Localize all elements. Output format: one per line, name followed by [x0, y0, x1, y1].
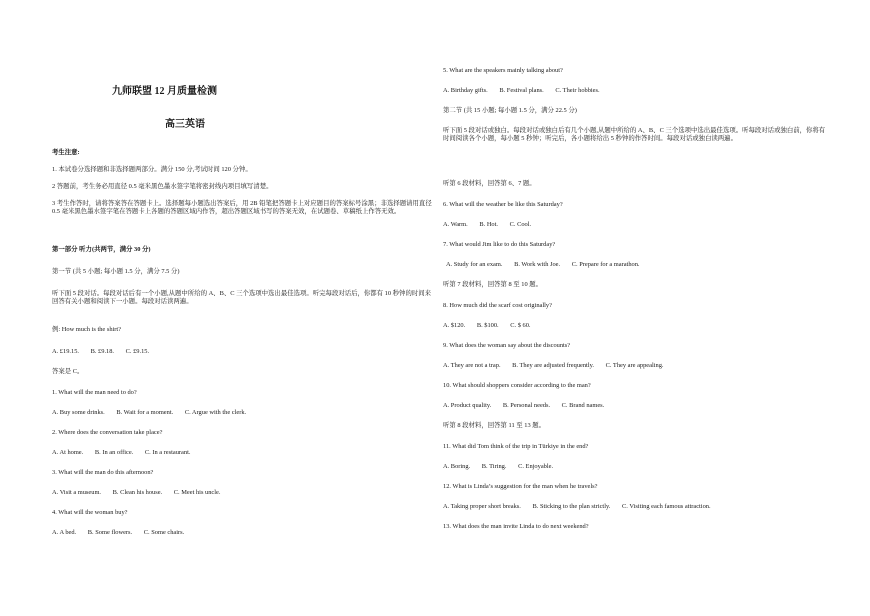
- question-12-options: [443, 503, 828, 511]
- example-options: [52, 348, 432, 356]
- question-8: 8. How much did the scarf cost originally?: [443, 302, 552, 309]
- q10-option-a: A. Product quality.: [443, 402, 492, 409]
- q8-option-a: A. $120.: [443, 322, 466, 329]
- q11-option-a: A. Boring.: [443, 463, 471, 470]
- section2-instructions: 听下面 5 段对话或独白。每段对话或独白后有几个小题,从题中所给的 A、B、C 三个选项中选出最佳选项。听每段对话或独白前，你将有时间阅读各个小题，每小题 5 秒钟；听完后，各小题将给出 5 秒钟的作答时间。每段对话或独白读两遍。: [443, 127, 826, 143]
- q11-option-b: B. Tiring.: [481, 463, 507, 470]
- exam-subtitle: 高三英语: [165, 119, 205, 130]
- question-3-options: [52, 489, 432, 497]
- question-3: 3. What will the man do this afternoon?: [52, 469, 154, 476]
- example-answer: 答案是 C。: [52, 368, 84, 375]
- group-6-heading: 听第 6 段材料，回答第 6、7 题。: [443, 180, 536, 187]
- question-6-options: [443, 221, 828, 229]
- question-1: 1. What will the man need to do?: [52, 389, 137, 396]
- note-item-1: 1. 本试卷分选择题和非选择题两部分。满分 150 分,考试时间 120 分钟。: [52, 166, 252, 173]
- q4-option-c: C. Some chairs.: [143, 529, 185, 536]
- section2-heading: 第二节 (共 15 小题; 每小题 1.5 分，满分 22.5 分): [443, 107, 577, 114]
- q4-option-b: B. Some flowers.: [87, 529, 133, 536]
- q4-option-a: A. A bed.: [52, 529, 77, 536]
- example-option-a: A. £19.15.: [52, 348, 79, 355]
- question-9-options: [443, 362, 828, 370]
- q5-option-a: A. Birthday gifts.: [443, 87, 488, 94]
- q5-option-c: C. Their hobbies.: [555, 87, 600, 94]
- example-question: 例: How much is the shirt?: [52, 326, 122, 333]
- q3-option-b: B. Clean his house.: [112, 489, 163, 496]
- q1-option-a: A. Buy some drinks.: [52, 409, 105, 416]
- question-7: 7. What would Jim like to do this Saturday?: [443, 241, 556, 248]
- q6-option-a: A. Warm.: [443, 221, 468, 228]
- question-12: 12. What is Linda’s suggestion for the man when he travels?: [443, 483, 598, 490]
- q9-option-b: B. They are adjusted frequently.: [512, 362, 594, 369]
- q2-option-a: A. At home.: [52, 449, 84, 456]
- q3-option-c: C. Meet his uncle.: [173, 489, 221, 496]
- q3-option-a: A. Visit a museum.: [52, 489, 102, 496]
- question-2-options: [52, 449, 432, 457]
- q8-option-b: B. $100.: [476, 322, 499, 329]
- q10-option-c: C. Brand names.: [561, 402, 605, 409]
- question-11: 11. What did Tom think of the trip in Türkiye in the end?: [443, 443, 589, 450]
- q6-option-c: C. Cool.: [509, 221, 532, 228]
- q7-option-a: A. Study for an exam.: [446, 261, 503, 268]
- q7-option-b: B. Work with Joe.: [514, 261, 561, 268]
- section1-heading: 第一节 (共 5 小题; 每小题 1.5 分，满分 7.5 分): [52, 268, 180, 275]
- question-2: 2. Where does the conversation take place?: [52, 429, 163, 436]
- question-13: 13. What does the man invite Linda to do next weekend?: [443, 523, 589, 530]
- exam-title: 九师联盟 12 月质量检测: [112, 86, 217, 97]
- part1-heading: 第一部分 听力(共两节，满分 30 分): [52, 246, 151, 253]
- question-11-options: [443, 463, 828, 471]
- question-1-options: [52, 409, 432, 417]
- q2-option-b: B. In an office.: [94, 449, 134, 456]
- question-7-options: [446, 261, 831, 269]
- note-item-2: 2 答题前，考生务必用直径 0.5 毫米黑色墨水签字笔将密封线内项目填写清楚。: [52, 183, 273, 190]
- q5-option-b: B. Festival plans.: [499, 87, 544, 94]
- q1-option-b: B. Wait for a moment.: [116, 409, 174, 416]
- note-item-3: 3 考生作答时，请将答案答在答题卡上。选择题每小题选出答案后，用 2B 铅笔把答题卡上对应题目的答案标号涂黑；非选择题请用直径 0.5 毫米黑色墨水签字笔在答题卡上各题的答题区域内作答，超出答题区域书写的答案无效，在试题卷、草稿纸上作答无效。: [52, 200, 432, 216]
- q6-option-b: B. Hot.: [479, 221, 499, 228]
- section1-instructions: 听下面 5 段对话。每段对话后有一个小题,从题中所给的 A、B、C 三个选项中选出最佳选项。听完每段对话后，你都有 10 秒钟的时间来回答有关小题和阅读下一小题。每段对话读两遍。: [52, 290, 432, 306]
- group-8-heading: 听第 8 段材料，回答第 11 至 13 题。: [443, 422, 546, 429]
- q12-option-c: C. Visiting each famous attraction.: [621, 503, 711, 510]
- question-4: 4. What will the woman buy?: [52, 509, 128, 516]
- q9-option-c: C. They are appealing.: [605, 362, 664, 369]
- q11-option-c: C. Enjoyable.: [518, 463, 554, 470]
- question-8-options: [443, 322, 828, 330]
- q12-option-a: A. Taking proper short breaks.: [443, 503, 521, 510]
- q1-option-c: C. Argue with the clerk.: [184, 409, 247, 416]
- group-7-heading: 听第 7 段材料，回答第 8 至 10 题。: [443, 281, 543, 288]
- notes-heading: 考生注意:: [52, 149, 80, 156]
- question-10: 10. What should shoppers consider according to the man?: [443, 382, 591, 389]
- example-option-b: B. £9.18.: [90, 348, 115, 355]
- q12-option-b: B. Sticking to the plan strictly.: [532, 503, 611, 510]
- question-5: 5. What are the speakers mainly talking about?: [443, 67, 563, 74]
- q8-option-c: C. $ 60.: [510, 322, 531, 329]
- question-9: 9. What does the woman say about the discounts?: [443, 342, 571, 349]
- question-6: 6. What will the weather be like this Saturday?: [443, 201, 563, 208]
- question-4-options: [52, 529, 432, 537]
- question-10-options: [443, 402, 828, 410]
- q7-option-c: C. Prepare for a marathon.: [571, 261, 640, 268]
- q10-option-b: B. Personal needs.: [502, 402, 551, 409]
- example-option-c: C. £9.15.: [125, 348, 150, 355]
- q2-option-c: C. In a restaurant.: [144, 449, 191, 456]
- question-5-options: [443, 87, 828, 95]
- q9-option-a: A. They are not a trap.: [443, 362, 501, 369]
